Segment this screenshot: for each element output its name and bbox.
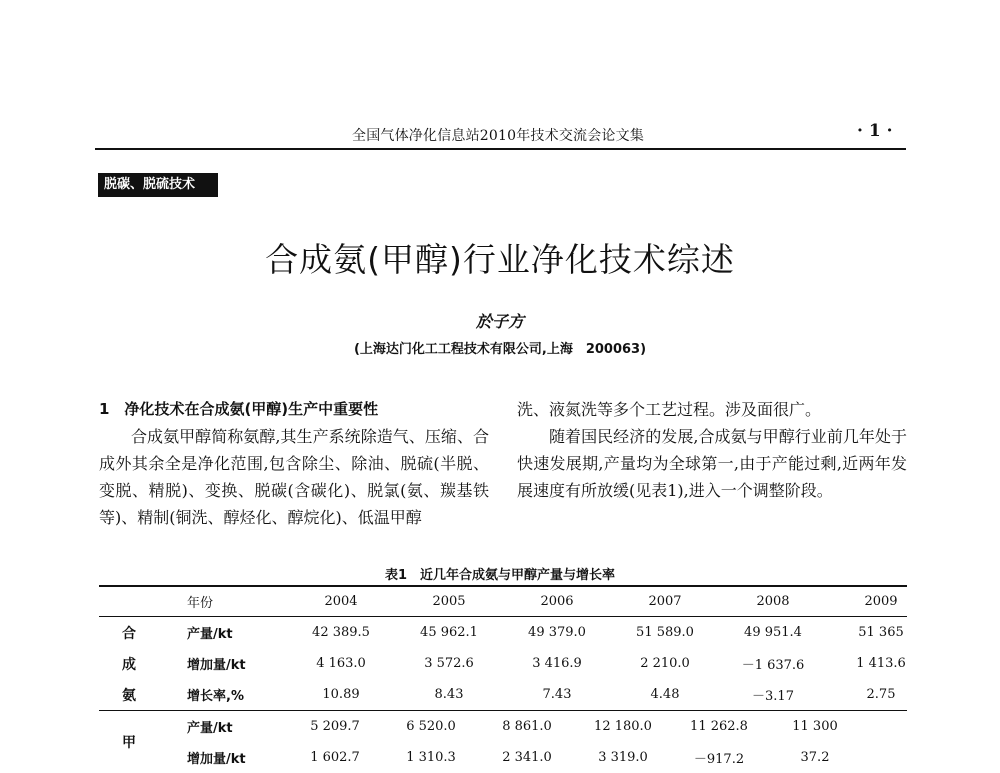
author-name: 於子方 — [475, 312, 524, 331]
running-header-title: 全国气体净化信息站2010年技术交流会论文集 — [352, 128, 645, 144]
header-label: 年份 — [187, 596, 214, 611]
methanol-rows — [99, 711, 863, 773]
table-cell: －917.2 — [693, 752, 745, 767]
table-cell: 3 416.9 — [532, 656, 582, 671]
table-cell: －1 637.6 — [741, 658, 805, 673]
table-cell: 1 413.6 — [856, 656, 906, 671]
year-2009: 2009 — [864, 594, 898, 609]
ammonia-rows — [99, 617, 935, 710]
metric-label: 增加量/kt — [187, 752, 246, 767]
year-2008: 2008 — [756, 594, 790, 609]
table-cell: 49 379.0 — [528, 625, 586, 640]
table-cell: 3 572.6 — [424, 656, 474, 671]
year-2006: 2006 — [540, 594, 574, 609]
paragraph-1-text: 合成氨甲醇简称氨醇,其生产系统除造气、压缩、合成外其余全是净化范围,包含除尘、除油、脱硫(半脱、变脱、精脱)、变换、脱碳(含碳化)、脱氯(氨、羰基铁等)、精制(铜洗、醇烃化、醇烷化)、低温甲醇 — [99, 427, 489, 527]
table-cell: 51 589.0 — [636, 625, 694, 640]
header-rule — [95, 148, 906, 150]
table-cell: 3 319.0 — [598, 750, 648, 765]
table-cell: 8 861.0 — [502, 719, 552, 734]
body-column-left — [99, 396, 489, 531]
article-title: 合成氨(甲醇)行业净化技术综述 — [265, 240, 735, 279]
paragraph-1 — [99, 423, 489, 531]
year-2007: 2007 — [648, 594, 682, 609]
table-cell: 11 262.8 — [690, 719, 748, 734]
group-label-char: 氨 — [122, 687, 136, 704]
page-number: · 1 · — [857, 121, 893, 141]
table-row — [99, 742, 863, 773]
table-cell: 45 962.1 — [420, 625, 478, 640]
section-heading: 1 净化技术在合成氨(甲醇)生产中重要性 — [99, 400, 379, 418]
section-tag: 脱碳、脱硫技术 — [98, 173, 218, 197]
group-label-char: 甲 — [122, 735, 136, 751]
table-row — [99, 679, 935, 710]
metric-label: 增加量/kt — [187, 658, 246, 673]
table-cell: 8.43 — [434, 687, 464, 702]
table-cell: 11 300 — [792, 719, 838, 734]
group-label-char: 合 — [122, 625, 136, 642]
table-caption: 表1 近几年合成氨与甲醇产量与增长率 — [384, 568, 616, 583]
table-cell: 12 180.0 — [594, 719, 652, 734]
table-row — [99, 617, 935, 648]
paragraph-2: 随着国民经济的发展,合成氨与甲醇行业前几年处于快速发展期,产量均为全球第一,由于产能过剩,近两年发展速度有所放缓(见表1),进入一个调整阶段。 — [517, 427, 907, 500]
paragraph-1-continued: 洗、液氮洗等多个工艺过程。涉及面很广。 — [517, 400, 822, 419]
metric-label: 增长率,% — [187, 689, 244, 704]
table-cell: 5 209.7 — [310, 719, 360, 734]
table-cell: 1 310.3 — [406, 750, 456, 765]
table-cell: 37.2 — [800, 750, 830, 765]
year-2005: 2005 — [432, 594, 466, 609]
table-cell: 10.89 — [322, 687, 360, 702]
table-cell: 4 163.0 — [316, 656, 366, 671]
author-affiliation: (上海达门化工工程技术有限公司,上海 200063) — [353, 342, 647, 357]
table-cell: 4.48 — [650, 687, 680, 702]
table-cell: －3.17 — [752, 689, 794, 704]
table-row — [99, 711, 863, 742]
production-table — [99, 586, 935, 617]
metric-label: 产量/kt — [187, 627, 233, 642]
year-2004: 2004 — [324, 594, 358, 609]
table-cell: 2.75 — [866, 687, 896, 702]
group-label-char: 成 — [122, 656, 136, 673]
table-cell: 2 341.0 — [502, 750, 552, 765]
table-cell: 6 520.0 — [406, 719, 456, 734]
body-column-right — [517, 396, 907, 504]
table-header-row — [99, 586, 935, 617]
table-cell: 49 951.4 — [744, 625, 802, 640]
table-cell: 1 602.7 — [310, 750, 360, 765]
table-row — [99, 648, 935, 679]
table-cell: 42 389.5 — [312, 625, 370, 640]
table-cell: 7.43 — [542, 687, 572, 702]
table-cell: 2 210.0 — [640, 656, 690, 671]
metric-label: 产量/kt — [187, 721, 233, 736]
table-cell: 51 365 — [858, 625, 904, 640]
